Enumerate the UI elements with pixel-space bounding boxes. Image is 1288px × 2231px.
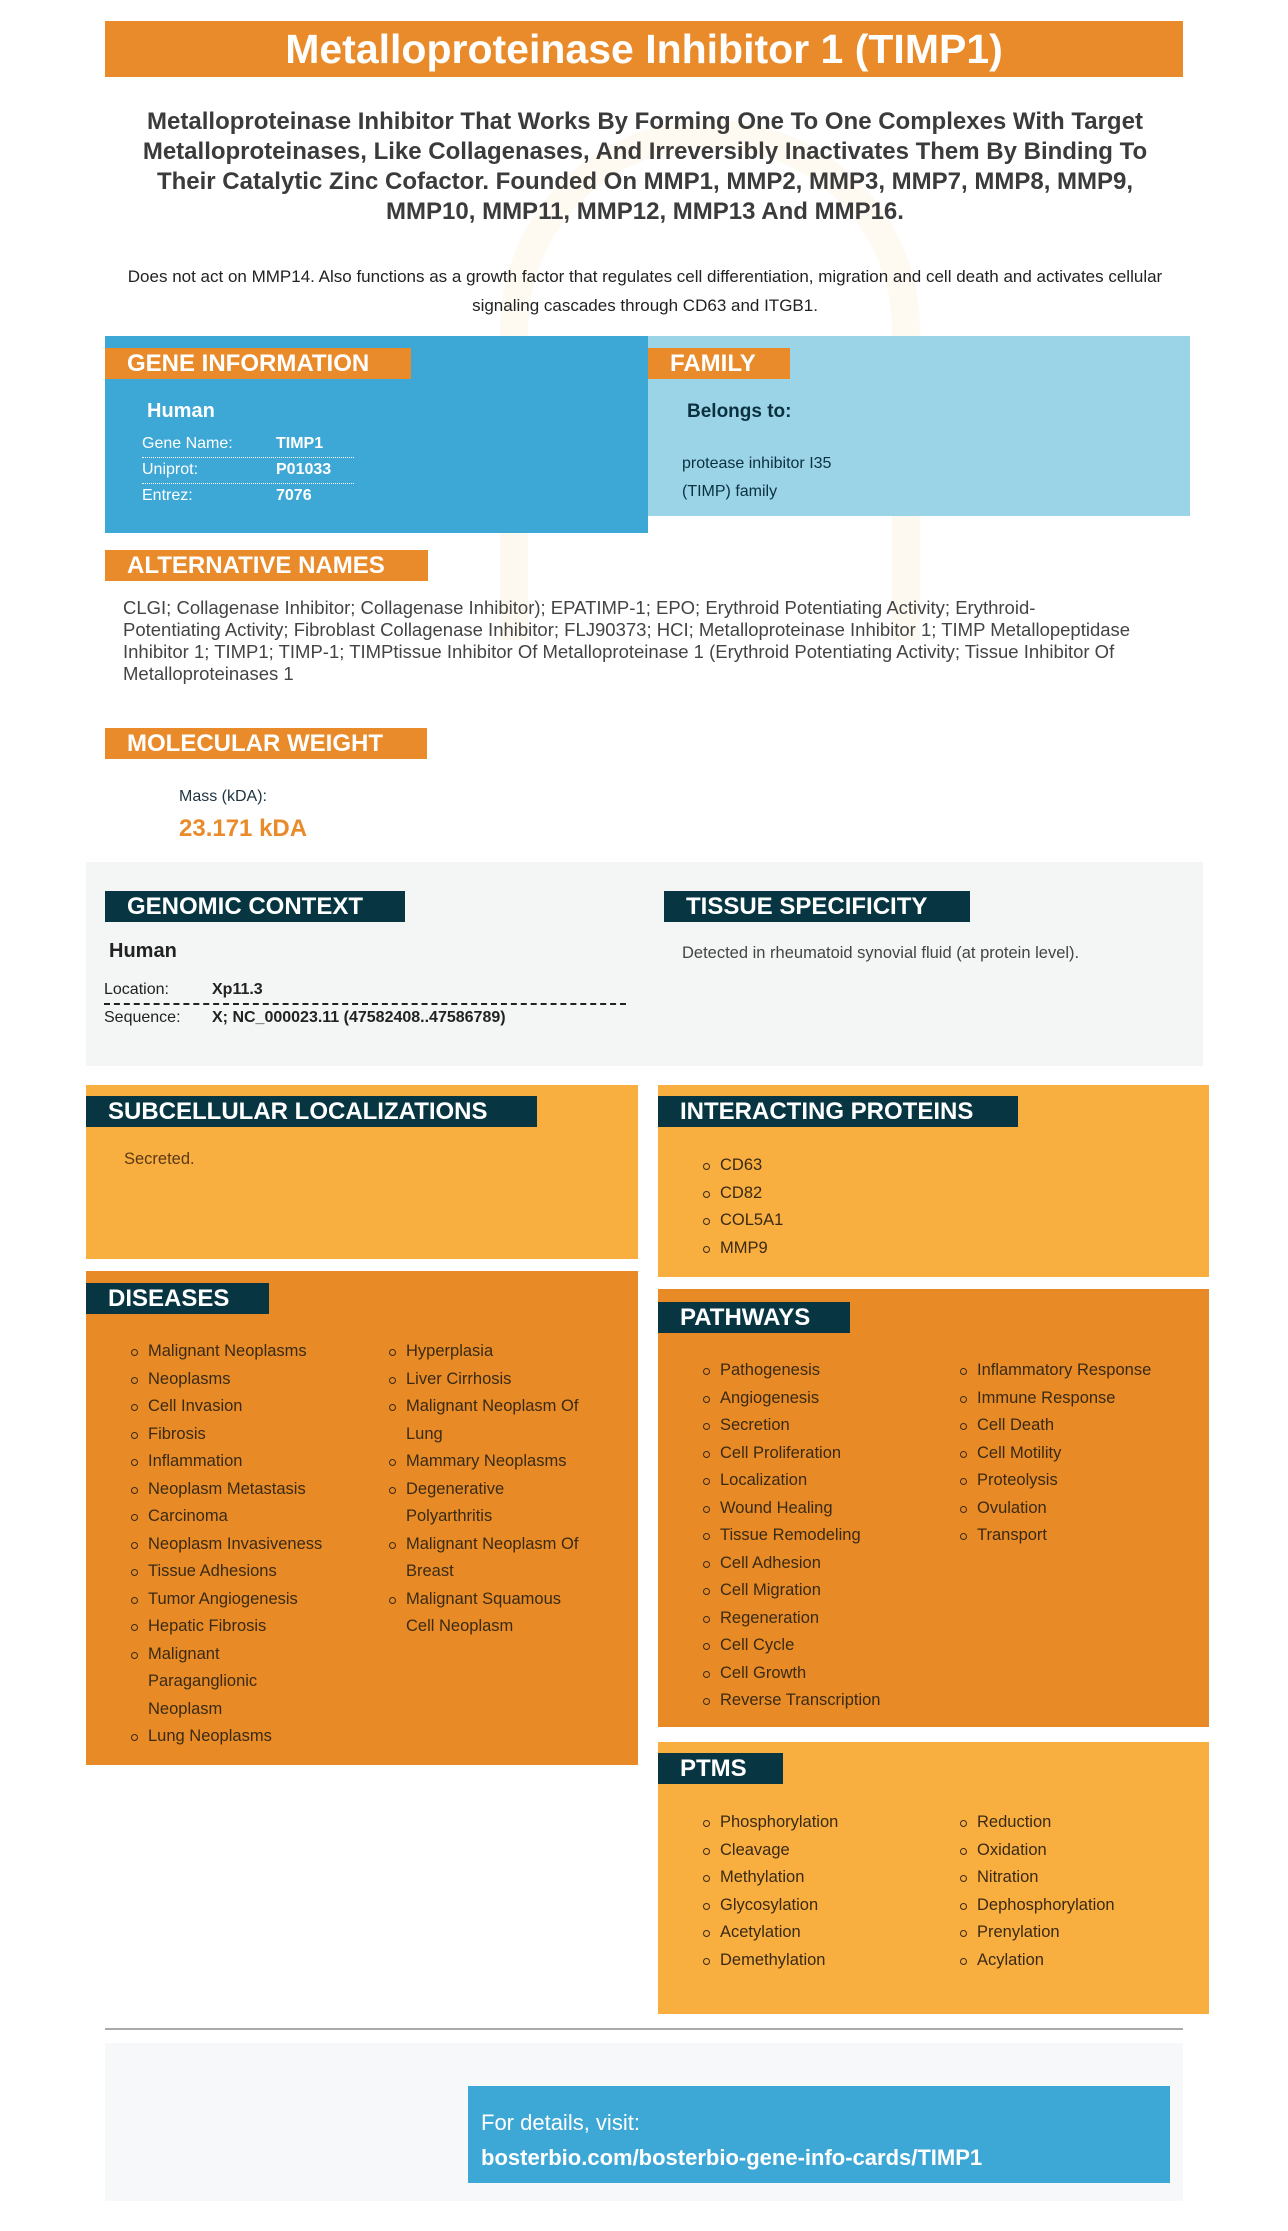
list-item: Prenylation [957,1919,1207,1947]
list-item: Acetylation [700,1919,950,1947]
list-item: Malignant Squamous Cell Neoplasm [386,1586,586,1641]
list-item: Malignant Neoplasms [128,1338,358,1366]
list-item: Dephosphorylation [957,1892,1207,1920]
mass-value: 23.171 kDA [179,815,308,842]
list-item: Tumor Angiogenesis [128,1586,358,1614]
list-item: Hepatic Fibrosis [128,1613,358,1641]
gene-info-table [142,432,354,510]
mass-label: Mass (kDA): [179,788,267,805]
list-item: Tissue Adhesions [128,1558,358,1586]
family-value: protease inhibitor I35 (TIMP) family [682,455,832,500]
gene-row-uniprot [142,458,354,484]
genomic-row-value: X; NC_000023.11 (47582408..47586789) [212,1009,506,1026]
list-item: MMP9 [700,1235,1000,1263]
list-item: Tissue Remodeling [700,1522,960,1550]
list-item: Lung Neoplasms [128,1723,358,1751]
list-item: Glycosylation [700,1892,950,1920]
interacting-proteins-heading: INTERACTING PROTEINS [658,1096,1018,1127]
list-item: Hyperplasia [386,1338,596,1366]
list-item: Malignant Neoplasm Of Lung [386,1393,596,1448]
list-item: Wound Healing [700,1495,960,1523]
genomic-species: Human [109,940,177,962]
list-item: Liver Cirrhosis [386,1366,596,1394]
pathways-heading: PATHWAYS [658,1302,850,1333]
family-belongs-label: Belongs to: [687,401,792,422]
genomic-row-value: Xp11.3 [212,981,263,998]
list-item: Immune Response [957,1385,1207,1413]
details-label: For details, visit: [481,2110,640,2135]
ptms-list-col2 [957,1809,1207,1974]
list-item: Cell Motility [957,1440,1207,1468]
list-item: Localization [700,1467,960,1495]
list-item: Neoplasm Metastasis [128,1476,358,1504]
details-callout [468,2086,1170,2183]
list-item: Carcinoma [128,1503,358,1531]
alternative-names-heading: ALTERNATIVE NAMES [105,550,428,581]
list-item: Cell Adhesion [700,1550,960,1578]
list-item: Neoplasms [128,1366,358,1394]
list-item: Cleavage [700,1837,950,1865]
list-item: Malignant Paraganglionic Neoplasm [128,1641,278,1724]
list-item: Malignant Neoplasm Of Breast [386,1531,596,1586]
gene-row-label: Entrez: [142,487,193,504]
list-item: Transport [957,1522,1207,1550]
list-item: Methylation [700,1864,950,1892]
page-title: Metalloproteinase Inhibitor 1 (TIMP1) [105,21,1183,77]
list-item: Cell Death [957,1412,1207,1440]
list-item: Cell Proliferation [700,1440,960,1468]
diseases-list-col1 [128,1338,358,1751]
gene-information-heading: GENE INFORMATION [105,348,411,379]
gene-row-value: TIMP1 [276,435,324,452]
list-item: Inflammatory Response [957,1357,1207,1385]
molecular-weight-heading: MOLECULAR WEIGHT [105,728,427,759]
interacting-proteins-list [700,1152,1000,1262]
gene-row-label: Gene Name: [142,435,233,452]
genomic-context-heading: GENOMIC CONTEXT [105,891,405,922]
list-item: Pathogenesis [700,1357,960,1385]
list-item: Regeneration [700,1605,960,1633]
list-item: Fibrosis [128,1421,358,1449]
list-item: Ovulation [957,1495,1207,1523]
ptms-heading: PTMS [658,1753,783,1784]
list-item: Acylation [957,1947,1207,1975]
list-item: Demethylation [700,1947,950,1975]
list-item: Mammary Neoplasms [386,1448,596,1476]
diseases-list-col2 [386,1338,596,1641]
list-item: Inflammation [128,1448,358,1476]
list-item: COL5A1 [700,1207,1000,1235]
gene-species: Human [147,400,215,422]
list-item: Degenerative Polyarthritis [386,1476,536,1531]
genomic-row-label: Location: [104,981,169,998]
family-heading: FAMILY [648,348,790,379]
list-item: Angiogenesis [700,1385,960,1413]
footer-divider [105,2028,1183,2030]
list-item: Reverse Transcription [700,1687,960,1715]
pathways-list-col1 [700,1357,960,1715]
gene-row-value: 7076 [276,487,312,504]
list-item: CD63 [700,1152,1000,1180]
subcellular-localizations-heading: SUBCELLULAR LOCALIZATIONS [86,1096,537,1127]
list-item: Cell Growth [700,1660,960,1688]
pathways-list-col2 [957,1357,1207,1550]
list-item: Oxidation [957,1837,1207,1865]
gene-row-value: P01033 [276,461,332,478]
protein-description: Does not act on MMP14. Also functions as a growth factor that regulates cell differentiation, migration and cell death and activates cellular signaling cascades through CD63 and ITGB1. [127,267,1163,315]
list-item: Cell Invasion [128,1393,358,1421]
genomic-row-label: Sequence: [104,1009,181,1026]
list-item: CD82 [700,1180,1000,1208]
list-item: Nitration [957,1864,1207,1892]
list-item: Cell Cycle [700,1632,960,1660]
ptms-list-col1 [700,1809,950,1974]
subcellular-localizations-text: Secreted. [124,1150,195,1168]
diseases-heading: DISEASES [86,1283,269,1314]
genomic-row-sequence [104,1005,626,1033]
list-item: Reduction [957,1809,1207,1837]
gene-row-gene-name [142,432,354,458]
tissue-specificity-heading: TISSUE SPECIFICITY [664,891,970,922]
list-item: Proteolysis [957,1467,1207,1495]
gene-row-entrez [142,484,354,510]
protein-summary: Metalloproteinase Inhibitor That Works By Forming One To One Complexes With Target Metalloproteinases, Like Collagenases, And Irreversibly Inactivates Them By Binding To Their Catalytic Zinc Cofactor. Founded On MMP1, MMP2, MMP3, MMP7, MMP8, MMP9, MMP10, MMP11, MMP12, MMP13 And MMP16. [142,108,1148,225]
gene-row-label: Uniprot: [142,461,199,478]
list-item: Cell Migration [700,1577,960,1605]
list-item: Phosphorylation [700,1809,950,1837]
genomic-row-location [104,977,626,1005]
list-item: Secretion [700,1412,960,1440]
list-item: Neoplasm Invasiveness [128,1531,358,1559]
alternative-names-text: CLGI; Collagenase Inhibitor; Collagenase Inhibitor); EPATIMP-1; EPO; Erythroid Potentiating Activity; Erythroid-Potentiating Activity; Fibroblast Collagenase Inhibitor; FLJ90373; HCI; Metalloproteinase Inhibitor 1; TIMP Metallopeptidase Inhibitor 1; TIMP1; TIMP-1; TIMPtissue Inhibitor Of Metalloproteinase 1 (Erythroid Potentiating Activity; Tissue Inhibitor Of Metalloproteinases 1 [123,597,1131,684]
genomic-context-table [104,977,626,1033]
tissue-specificity-text: Detected in rheumatoid synovial fluid (at protein level). [682,944,1080,962]
details-link[interactable]: bosterbio.com/bosterbio-gene-info-cards/TIMP1 [481,2145,983,2170]
